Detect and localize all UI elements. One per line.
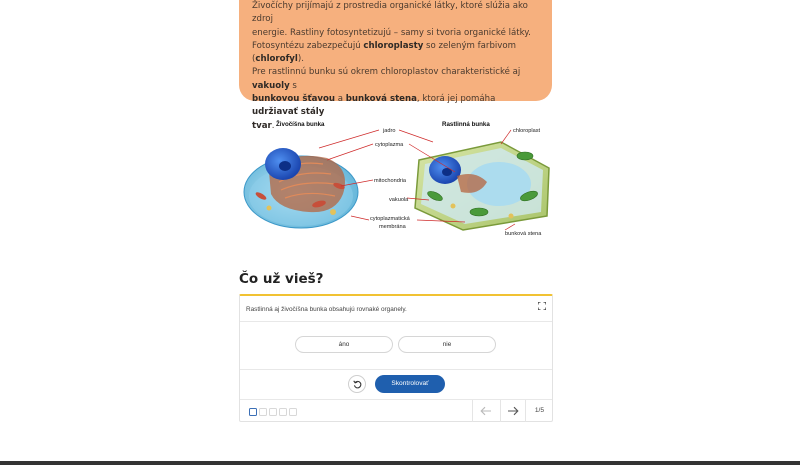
section-title: Čo už vieš? bbox=[239, 271, 324, 287]
reset-button[interactable] bbox=[348, 375, 366, 393]
label-membrana-2: membrána bbox=[379, 224, 406, 230]
info-line: Fotosyntézu zabezpečujú chloroplasty so zeleným farbivom (chlorofyl). bbox=[252, 40, 517, 65]
expand-icon[interactable] bbox=[538, 302, 546, 310]
divider bbox=[525, 400, 526, 422]
label-vakuola: vakuola bbox=[389, 197, 409, 203]
info-line: Pre rastlinnú bunku sú okrem chloroplastov charakteristické aj vakuoly s bbox=[252, 67, 521, 91]
reset-icon bbox=[353, 380, 362, 389]
quiz-question-row bbox=[240, 296, 552, 322]
answers-row bbox=[240, 322, 552, 370]
label-mitochondria: mitochondria bbox=[374, 178, 407, 184]
quiz-question: Rastlinná aj živočíšna bunka obsahujú rovnaké organely. bbox=[246, 306, 407, 313]
actions-row bbox=[240, 370, 552, 400]
progress-dot[interactable] bbox=[289, 408, 297, 416]
arrow-left-icon[interactable] bbox=[480, 406, 492, 416]
label-jadro: jadro bbox=[383, 128, 396, 134]
info-line: energie. Rastliny fotosyntetizujú – samy si tvoria organické látky. bbox=[252, 27, 531, 38]
divider bbox=[500, 400, 501, 422]
label-chloroplast: chloroplast bbox=[513, 128, 541, 134]
progress-dot[interactable] bbox=[269, 408, 277, 416]
label-membrana: cytoplazmatická bbox=[370, 216, 410, 222]
cell-diagram bbox=[239, 112, 552, 250]
progress-dots bbox=[249, 408, 297, 416]
divider bbox=[472, 400, 473, 422]
arrow-right-icon[interactable] bbox=[507, 406, 519, 416]
plant-cell-illustration bbox=[415, 142, 549, 230]
check-button[interactable]: Skontrolovať bbox=[375, 375, 445, 393]
answer-ano-button[interactable]: áno bbox=[295, 336, 393, 353]
animal-cell-title: Živočíšna bunka bbox=[276, 121, 325, 128]
quiz-widget bbox=[239, 294, 553, 422]
animal-cell-illustration bbox=[244, 148, 358, 228]
info-line: tvar. bbox=[252, 120, 275, 131]
progress-dot[interactable] bbox=[249, 408, 257, 416]
progress-dot[interactable] bbox=[259, 408, 267, 416]
info-line: Živočíchy prijímajú z prostredia organické látky, ktoré slúžia ako zdroj bbox=[252, 1, 528, 25]
pagination-row bbox=[240, 400, 552, 422]
label-bunkova-stena: bunková stena bbox=[505, 231, 542, 237]
page-counter: 1/5 bbox=[534, 407, 544, 414]
plant-cell-title: Rastlinná bunka bbox=[442, 121, 490, 128]
progress-dot[interactable] bbox=[279, 408, 287, 416]
bottom-bar bbox=[0, 461, 800, 465]
answer-nie-button[interactable]: nie bbox=[398, 336, 496, 353]
info-line: bunkovou šťavou a bunková stena, ktorá jej pomáha udržiavať stály bbox=[252, 94, 496, 118]
label-cytoplazma: cytoplazma bbox=[375, 142, 404, 148]
